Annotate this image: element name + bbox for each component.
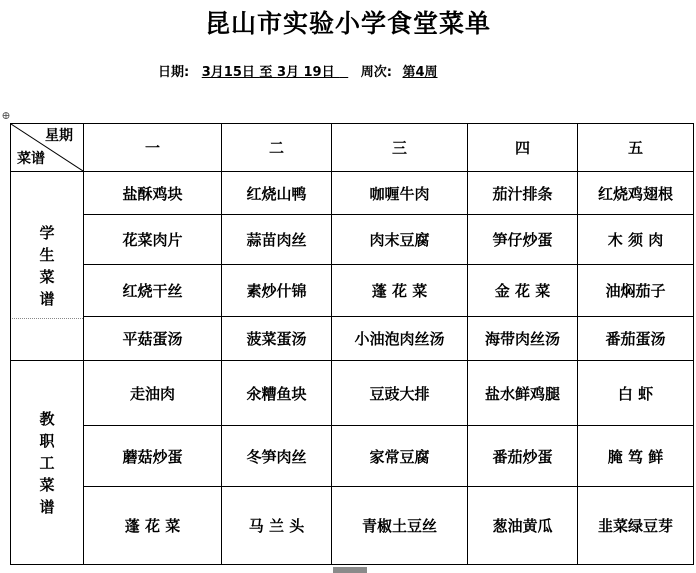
menu-cell: 青椒土豆丝 [332, 487, 468, 565]
menu-cell: 马 兰 头 [222, 487, 332, 565]
student-row-2 [11, 215, 694, 265]
menu-cell: 盐水鲜鸡腿 [468, 361, 578, 426]
menu-cell: 茄汁排条 [468, 172, 578, 215]
table-move-handle-icon[interactable]: ⊕ [1, 109, 11, 122]
student-menu-label [11, 172, 84, 361]
staff-row-2 [11, 426, 694, 487]
menu-cell: 小油泡肉丝汤 [332, 317, 468, 361]
date-range [202, 61, 348, 80]
menu-cell: 白 虾 [578, 361, 694, 426]
menu-cell: 家常豆腐 [332, 426, 468, 487]
menu-cell: 平菇蛋汤 [84, 317, 222, 361]
menu-cell: 金 花 菜 [468, 265, 578, 317]
menu-cell: 氽糟鱼块 [222, 361, 332, 426]
week-label: 周次: [360, 65, 392, 80]
end-date: 3月 19日 [276, 65, 340, 80]
menu-cell: 蘑菇炒蛋 [84, 426, 222, 487]
menu-cell: 腌 笃 鲜 [578, 426, 694, 487]
menu-cell: 海带肉丝汤 [468, 317, 578, 361]
menu-cell: 番茄蛋汤 [578, 317, 694, 361]
menu-cell: 蓬 花 菜 [84, 487, 222, 565]
menu-table [10, 123, 694, 565]
menu-cell: 蒜苗肉丝 [222, 215, 332, 265]
corner-dish-label: 菜谱 [17, 151, 45, 167]
day-header-5: 五 [578, 124, 694, 172]
menu-cell: 咖喱牛肉 [332, 172, 468, 215]
staff-menu-label [11, 361, 84, 565]
day-header-3: 三 [332, 124, 468, 172]
menu-cell: 木 须 肉 [578, 215, 694, 265]
menu-cell: 油焖茄子 [578, 265, 694, 317]
day-header-2: 二 [222, 124, 332, 172]
staff-row-3 [11, 487, 694, 565]
corner-week-label: 星期 [45, 128, 73, 144]
scroll-indicator[interactable] [333, 567, 367, 573]
header-row [11, 124, 694, 172]
day-header-4: 四 [468, 124, 578, 172]
date-label: 日期: [158, 65, 190, 80]
menu-cell: 番茄炒蛋 [468, 426, 578, 487]
student-row-4 [11, 317, 694, 361]
corner-cell [11, 124, 84, 172]
staff-menu-label-text: 教职工菜谱 [39, 409, 55, 516]
menu-cell: 韭菜绿豆芽 [578, 487, 694, 565]
menu-cell: 葱油黄瓜 [468, 487, 578, 565]
menu-cell: 蓬 花 菜 [332, 265, 468, 317]
menu-cell: 盐酥鸡块 [84, 172, 222, 215]
menu-cell: 花菜肉片 [84, 215, 222, 265]
menu-cell: 红烧山鸭 [222, 172, 332, 215]
staff-row-1 [11, 361, 694, 426]
student-row-1 [11, 172, 694, 215]
menu-cell: 豆豉大排 [332, 361, 468, 426]
menu-cell: 红烧干丝 [84, 265, 222, 317]
date-separator: 至 [259, 65, 277, 80]
menu-cell: 红烧鸡翅根 [578, 172, 694, 215]
date-line [158, 61, 438, 80]
student-menu-label-text: 学生菜谱 [39, 224, 55, 308]
week-number: 第4周 [402, 65, 438, 80]
menu-cell: 素炒什锦 [222, 265, 332, 317]
start-date: 3月15日 [201, 65, 260, 80]
menu-cell: 走油肉 [84, 361, 222, 426]
menu-cell: 冬笋肉丝 [222, 426, 332, 487]
page-title: 昆山市实验小学食堂菜单 [204, 9, 491, 38]
student-row-3 [11, 265, 694, 317]
menu-cell: 菠菜蛋汤 [222, 317, 332, 361]
menu-cell: 笋仔炒蛋 [468, 215, 578, 265]
menu-cell: 肉末豆腐 [332, 215, 468, 265]
day-header-1: 一 [84, 124, 222, 172]
